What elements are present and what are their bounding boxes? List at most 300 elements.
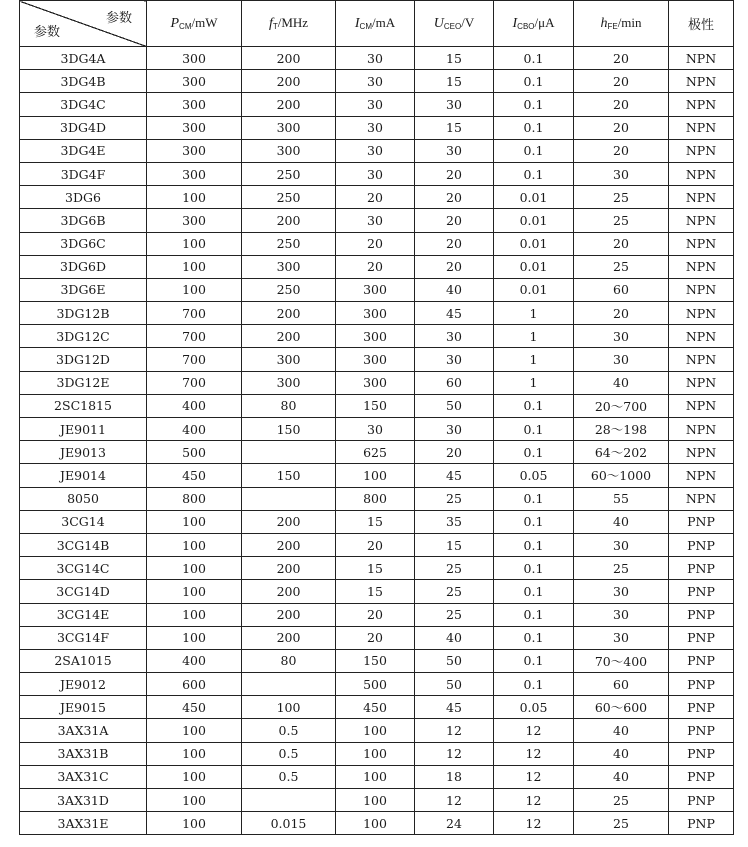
table-row [20, 533, 734, 556]
table-row [20, 441, 734, 464]
cell-icbo: 0.1 [494, 580, 574, 603]
cell-icbo: 0.1 [494, 557, 574, 580]
cell-hfe: 40 [574, 371, 669, 394]
cell-icm: 30 [336, 139, 415, 162]
cell-icbo: 0.1 [494, 70, 574, 93]
cell-hfe: 55 [574, 487, 669, 510]
cell-ft: 0.5 [242, 742, 336, 765]
cell-uceo: 20 [415, 162, 494, 185]
table-row [20, 93, 734, 116]
cell-polarity: NPN [669, 93, 734, 116]
cell-hfe: 40 [574, 510, 669, 533]
cell-icbo: 0.1 [494, 162, 574, 185]
cell-hfe: 25 [574, 557, 669, 580]
cell-uceo: 15 [415, 47, 494, 70]
cell-icm: 800 [336, 487, 415, 510]
cell-hfe: 30 [574, 580, 669, 603]
cell-uceo: 30 [415, 93, 494, 116]
cell-uceo: 30 [415, 139, 494, 162]
table-row [20, 464, 734, 487]
cell-pcm: 100 [147, 186, 242, 209]
cell-polarity: NPN [669, 394, 734, 417]
cell-icm: 30 [336, 418, 415, 441]
cell-ft [242, 441, 336, 464]
cell-polarity: NPN [669, 278, 734, 301]
cell-uceo: 25 [415, 487, 494, 510]
cell-ft: 250 [242, 162, 336, 185]
cell-icbo: 0.1 [494, 533, 574, 556]
header-row [20, 1, 734, 47]
column-header-uceo: $U_{CEO}/V$ [415, 1, 494, 47]
cell-polarity: NPN [669, 255, 734, 278]
cell-hfe: 30 [574, 162, 669, 185]
cell-polarity: PNP [669, 557, 734, 580]
cell-model: 3DG4D [20, 116, 147, 139]
cell-model: 3DG4A [20, 47, 147, 70]
cell-icm: 300 [336, 371, 415, 394]
cell-polarity: NPN [669, 302, 734, 325]
column-header-polarity: 极性 [669, 1, 734, 47]
cell-icbo: 12 [494, 742, 574, 765]
cell-hfe: 60 [574, 673, 669, 696]
cell-polarity: NPN [669, 116, 734, 139]
table-row [20, 603, 734, 626]
cell-pcm: 100 [147, 765, 242, 788]
cell-icbo: 1 [494, 371, 574, 394]
cell-model: 3CG14D [20, 580, 147, 603]
table-row [20, 626, 734, 649]
cell-pcm: 100 [147, 742, 242, 765]
cell-model: 3DG6C [20, 232, 147, 255]
table-row [20, 162, 734, 185]
table-row [20, 325, 734, 348]
cell-ft: 300 [242, 139, 336, 162]
cell-icm: 500 [336, 673, 415, 696]
cell-hfe: 20 [574, 93, 669, 116]
cell-uceo: 15 [415, 70, 494, 93]
cell-ft: 200 [242, 533, 336, 556]
cell-uceo: 50 [415, 673, 494, 696]
cell-polarity: NPN [669, 139, 734, 162]
cell-icbo: 0.01 [494, 186, 574, 209]
cell-icm: 300 [336, 278, 415, 301]
table-row [20, 255, 734, 278]
cell-icbo: 0.05 [494, 464, 574, 487]
cell-hfe: 25 [574, 255, 669, 278]
cell-polarity: NPN [669, 464, 734, 487]
cell-uceo: 15 [415, 116, 494, 139]
cell-uceo: 40 [415, 278, 494, 301]
cell-ft: 200 [242, 325, 336, 348]
cell-pcm: 100 [147, 278, 242, 301]
cell-polarity: NPN [669, 487, 734, 510]
cell-pcm: 100 [147, 603, 242, 626]
cell-polarity: PNP [669, 580, 734, 603]
cell-model: 3DG12E [20, 371, 147, 394]
cell-pcm: 300 [147, 139, 242, 162]
cell-icm: 625 [336, 441, 415, 464]
cell-hfe: 20 [574, 232, 669, 255]
cell-uceo: 20 [415, 232, 494, 255]
cell-uceo: 25 [415, 603, 494, 626]
cell-model: JE9015 [20, 696, 147, 719]
cell-ft: 200 [242, 580, 336, 603]
cell-icbo: 0.1 [494, 626, 574, 649]
table-row [20, 742, 734, 765]
cell-polarity: PNP [669, 603, 734, 626]
cell-ft: 0.015 [242, 812, 336, 835]
cell-ft: 200 [242, 557, 336, 580]
column-header-icm: $I_{CM}/mA$ [336, 1, 415, 47]
cell-icbo: 12 [494, 789, 574, 812]
cell-uceo: 20 [415, 186, 494, 209]
cell-hfe: 28～198 [574, 418, 669, 441]
cell-pcm: 400 [147, 649, 242, 672]
cell-model: JE9014 [20, 464, 147, 487]
cell-hfe: 64～202 [574, 441, 669, 464]
cell-hfe: 20 [574, 139, 669, 162]
cell-model: 3AX31C [20, 765, 147, 788]
cell-hfe: 30 [574, 626, 669, 649]
cell-polarity: NPN [669, 232, 734, 255]
table-row [20, 673, 734, 696]
cell-uceo: 20 [415, 255, 494, 278]
cell-icbo: 0.1 [494, 394, 574, 417]
cell-pcm: 300 [147, 93, 242, 116]
cell-icm: 150 [336, 394, 415, 417]
cell-hfe: 20～700 [574, 394, 669, 417]
cell-pcm: 100 [147, 789, 242, 812]
cell-polarity: NPN [669, 186, 734, 209]
cell-ft: 200 [242, 510, 336, 533]
cell-icbo: 0.1 [494, 47, 574, 70]
cell-model: 3AX31B [20, 742, 147, 765]
table-row [20, 209, 734, 232]
column-header-ft: $f_T$/MHz [242, 1, 336, 47]
cell-model: 3CG14E [20, 603, 147, 626]
cell-pcm: 700 [147, 302, 242, 325]
cell-pcm: 100 [147, 626, 242, 649]
cell-polarity: PNP [669, 626, 734, 649]
cell-icm: 15 [336, 580, 415, 603]
corner-bottom-label: 参数 [34, 25, 61, 40]
cell-uceo: 24 [415, 812, 494, 835]
cell-uceo: 25 [415, 580, 494, 603]
cell-icm: 100 [336, 789, 415, 812]
cell-icm: 300 [336, 348, 415, 371]
cell-uceo: 30 [415, 325, 494, 348]
cell-hfe: 25 [574, 186, 669, 209]
table-row [20, 696, 734, 719]
cell-icm: 300 [336, 302, 415, 325]
cell-ft: 250 [242, 232, 336, 255]
cell-polarity: NPN [669, 47, 734, 70]
cell-icm: 20 [336, 255, 415, 278]
cell-model: 2SA1015 [20, 649, 147, 672]
cell-model: 3DG4C [20, 93, 147, 116]
cell-hfe: 25 [574, 812, 669, 835]
cell-model: 3DG12C [20, 325, 147, 348]
cell-uceo: 45 [415, 464, 494, 487]
cell-pcm: 100 [147, 510, 242, 533]
cell-pcm: 300 [147, 209, 242, 232]
cell-icm: 450 [336, 696, 415, 719]
cell-uceo: 30 [415, 418, 494, 441]
cell-polarity: NPN [669, 70, 734, 93]
cell-hfe: 40 [574, 742, 669, 765]
cell-icm: 30 [336, 162, 415, 185]
table-row [20, 186, 734, 209]
cell-hfe: 30 [574, 325, 669, 348]
cell-pcm: 700 [147, 371, 242, 394]
table-row [20, 348, 734, 371]
table-row [20, 47, 734, 70]
cell-ft: 200 [242, 209, 336, 232]
cell-icm: 100 [336, 765, 415, 788]
table-row [20, 418, 734, 441]
cell-pcm: 300 [147, 116, 242, 139]
table-row [20, 510, 734, 533]
cell-uceo: 50 [415, 649, 494, 672]
cell-pcm: 800 [147, 487, 242, 510]
cell-hfe: 20 [574, 116, 669, 139]
cell-icm: 15 [336, 557, 415, 580]
cell-icm: 30 [336, 47, 415, 70]
cell-ft: 200 [242, 626, 336, 649]
cell-model: 3AX31A [20, 719, 147, 742]
cell-pcm: 100 [147, 533, 242, 556]
table-row [20, 70, 734, 93]
cell-uceo: 12 [415, 789, 494, 812]
cell-pcm: 300 [147, 162, 242, 185]
cell-hfe: 20 [574, 302, 669, 325]
table-row [20, 812, 734, 835]
cell-ft: 200 [242, 70, 336, 93]
cell-model: 3AX31D [20, 789, 147, 812]
cell-icbo: 1 [494, 302, 574, 325]
cell-ft [242, 789, 336, 812]
cell-icm: 100 [336, 812, 415, 835]
cell-pcm: 100 [147, 232, 242, 255]
cell-polarity: NPN [669, 348, 734, 371]
cell-icbo: 0.1 [494, 603, 574, 626]
cell-icm: 30 [336, 209, 415, 232]
cell-model: 3DG6D [20, 255, 147, 278]
column-header-hfe: $h_{FE}/\min$ [574, 1, 669, 47]
cell-model: 3DG6 [20, 186, 147, 209]
cell-uceo: 40 [415, 626, 494, 649]
cell-ft: 80 [242, 394, 336, 417]
table-row [20, 580, 734, 603]
cell-model: 3DG4F [20, 162, 147, 185]
cell-icm: 15 [336, 510, 415, 533]
cell-ft: 200 [242, 47, 336, 70]
cell-model: 3CG14F [20, 626, 147, 649]
transistor-parameter-table [19, 0, 734, 835]
cell-pcm: 450 [147, 464, 242, 487]
cell-icm: 300 [336, 325, 415, 348]
cell-icbo: 0.01 [494, 255, 574, 278]
table-row [20, 278, 734, 301]
cell-ft: 200 [242, 603, 336, 626]
cell-pcm: 300 [147, 70, 242, 93]
cell-icbo: 0.1 [494, 649, 574, 672]
cell-polarity: PNP [669, 649, 734, 672]
cell-polarity: PNP [669, 765, 734, 788]
cell-ft: 150 [242, 418, 336, 441]
cell-ft: 300 [242, 255, 336, 278]
cell-model: 8050 [20, 487, 147, 510]
cell-icbo: 12 [494, 765, 574, 788]
cell-polarity: NPN [669, 418, 734, 441]
cell-icm: 20 [336, 186, 415, 209]
cell-hfe: 30 [574, 603, 669, 626]
cell-hfe: 30 [574, 348, 669, 371]
cell-icbo: 0.01 [494, 209, 574, 232]
table-row [20, 487, 734, 510]
cell-pcm: 400 [147, 418, 242, 441]
cell-icbo: 1 [494, 348, 574, 371]
cell-icbo: 0.1 [494, 116, 574, 139]
cell-polarity: PNP [669, 696, 734, 719]
cell-uceo: 30 [415, 348, 494, 371]
cell-hfe: 20 [574, 47, 669, 70]
cell-pcm: 600 [147, 673, 242, 696]
cell-pcm: 450 [147, 696, 242, 719]
cell-uceo: 45 [415, 302, 494, 325]
cell-uceo: 25 [415, 557, 494, 580]
table-row [20, 394, 734, 417]
cell-uceo: 15 [415, 533, 494, 556]
cell-polarity: PNP [669, 510, 734, 533]
cell-model: 2SC1815 [20, 394, 147, 417]
cell-pcm: 100 [147, 255, 242, 278]
cell-icbo: 0.01 [494, 232, 574, 255]
table-row [20, 719, 734, 742]
cell-polarity: NPN [669, 162, 734, 185]
cell-uceo: 12 [415, 719, 494, 742]
cell-icbo: 0.1 [494, 139, 574, 162]
cell-uceo: 60 [415, 371, 494, 394]
cell-icm: 20 [336, 232, 415, 255]
cell-ft [242, 673, 336, 696]
cell-ft: 250 [242, 278, 336, 301]
table-row [20, 789, 734, 812]
corner-top-label: 参数 [105, 11, 132, 26]
cell-hfe: 25 [574, 789, 669, 812]
cell-ft: 300 [242, 371, 336, 394]
cell-uceo: 18 [415, 765, 494, 788]
cell-hfe: 60～1000 [574, 464, 669, 487]
table-row [20, 371, 734, 394]
cell-polarity: NPN [669, 371, 734, 394]
cell-ft: 300 [242, 348, 336, 371]
cell-icm: 30 [336, 70, 415, 93]
table-header [20, 1, 734, 47]
table-row [20, 139, 734, 162]
table-row [20, 232, 734, 255]
cell-hfe: 25 [574, 209, 669, 232]
cell-uceo: 50 [415, 394, 494, 417]
cell-uceo: 20 [415, 209, 494, 232]
table-row [20, 116, 734, 139]
cell-polarity: PNP [669, 742, 734, 765]
cell-icbo: 0.1 [494, 673, 574, 696]
cell-polarity: PNP [669, 719, 734, 742]
cell-pcm: 500 [147, 441, 242, 464]
cell-pcm: 100 [147, 719, 242, 742]
cell-icbo: 12 [494, 719, 574, 742]
cell-uceo: 20 [415, 441, 494, 464]
cell-ft: 100 [242, 696, 336, 719]
table-row [20, 302, 734, 325]
cell-model: 3AX31E [20, 812, 147, 835]
cell-icm: 20 [336, 533, 415, 556]
cell-pcm: 100 [147, 557, 242, 580]
cell-icm: 100 [336, 742, 415, 765]
cell-model: 3DG4E [20, 139, 147, 162]
cell-icbo: 0.01 [494, 278, 574, 301]
cell-polarity: NPN [669, 209, 734, 232]
cell-uceo: 35 [415, 510, 494, 533]
cell-hfe: 70～400 [574, 649, 669, 672]
cell-hfe: 30 [574, 533, 669, 556]
cell-model: 3DG4B [20, 70, 147, 93]
cell-model: JE9012 [20, 673, 147, 696]
table-row [20, 557, 734, 580]
cell-ft: 150 [242, 464, 336, 487]
cell-uceo: 45 [415, 696, 494, 719]
cell-ft: 300 [242, 116, 336, 139]
cell-model: JE9011 [20, 418, 147, 441]
cell-hfe: 40 [574, 765, 669, 788]
cell-pcm: 400 [147, 394, 242, 417]
cell-pcm: 300 [147, 47, 242, 70]
cell-icm: 30 [336, 93, 415, 116]
cell-model: 3DG12B [20, 302, 147, 325]
cell-ft: 80 [242, 649, 336, 672]
cell-icm: 20 [336, 626, 415, 649]
cell-model: JE9013 [20, 441, 147, 464]
cell-icbo: 1 [494, 325, 574, 348]
cell-model: 3DG12D [20, 348, 147, 371]
cell-icbo: 0.1 [494, 510, 574, 533]
cell-polarity: PNP [669, 673, 734, 696]
cell-model: 3CG14 [20, 510, 147, 533]
cell-icbo: 0.1 [494, 487, 574, 510]
cell-model: 3DG6E [20, 278, 147, 301]
cell-polarity: PNP [669, 533, 734, 556]
table-row [20, 649, 734, 672]
cell-hfe: 20 [574, 70, 669, 93]
cell-pcm: 700 [147, 325, 242, 348]
cell-icm: 20 [336, 603, 415, 626]
table-row [20, 765, 734, 788]
cell-polarity: NPN [669, 325, 734, 348]
cell-pcm: 100 [147, 580, 242, 603]
cell-polarity: NPN [669, 441, 734, 464]
cell-model: 3CG14B [20, 533, 147, 556]
cell-hfe: 40 [574, 719, 669, 742]
column-header-pcm: $P_{CM}/mW$ [147, 1, 242, 47]
cell-hfe: 60 [574, 278, 669, 301]
cell-pcm: 100 [147, 812, 242, 835]
cell-uceo: 12 [415, 742, 494, 765]
cell-icbo: 0.1 [494, 93, 574, 116]
cell-ft: 200 [242, 302, 336, 325]
cell-icm: 150 [336, 649, 415, 672]
table-body [20, 47, 734, 835]
